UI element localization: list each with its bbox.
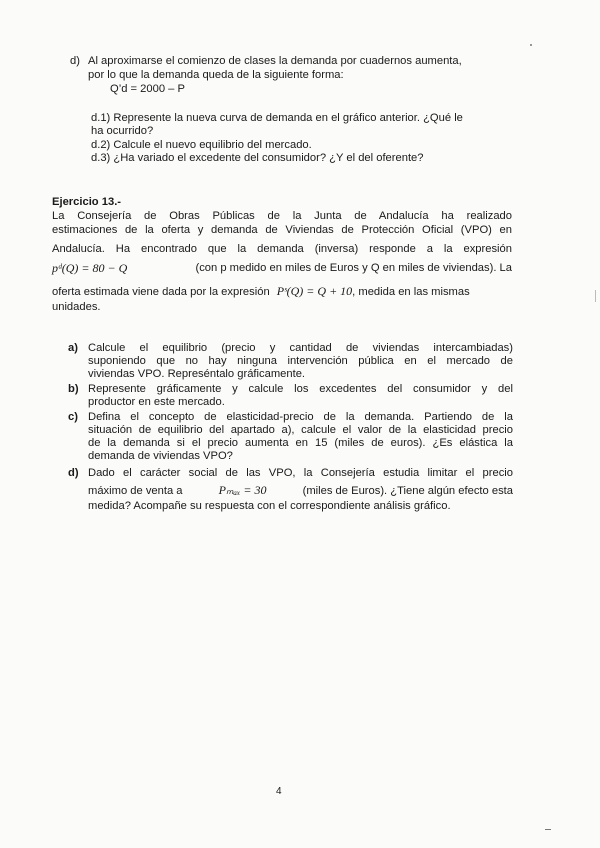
- question-d3: d.3) ¿Ha variado el excedente del consumidor? ¿Y el del oferente?: [91, 152, 424, 164]
- question-c-line-1: Defina el concepto de elasticidad-precio de la demanda. Partiendo de la: [88, 411, 513, 423]
- question-a-line-1: Calcule el equilibrio (precio y cantidad de viviendas intercambiadas): [88, 342, 513, 354]
- scan-speck: [530, 44, 532, 46]
- question-b-line-2: productor en este mercado.: [88, 396, 225, 408]
- question-d1-line-1: d.1) Represente la nueva curva de demanda en el gráfico anterior. ¿Qué le: [91, 112, 463, 124]
- question-d2: d.2) Calcule el nuevo equilibrio del mercado.: [91, 139, 312, 151]
- exercise-title: Ejercicio 13.-: [52, 196, 122, 208]
- part-d-label: d): [70, 55, 80, 67]
- demand-expression: pᵈ(Q) = 80 − Q: [52, 261, 128, 275]
- question-d-label: d): [68, 467, 79, 479]
- intro-line-2: estimaciones de la oferta y demanda de Viviendas de Protección Oficial (VPO) en: [52, 224, 512, 236]
- scan-speck: [545, 829, 551, 830]
- question-b-line-1: Represente gráficamente y calcule los excedentes del consumidor y del: [88, 383, 513, 395]
- question-a-line-2: suponiendo que no hay ninguna intervención pública en el mercado de: [88, 355, 513, 367]
- page-number: 4: [276, 786, 282, 797]
- supply-expression: Pˢ(Q) = Q + 10: [276, 284, 353, 298]
- pmax-expression: Pₘₐₓ = 30: [218, 483, 267, 497]
- question-d-line-3: medida? Acompañe su respuesta con el correspondiente análisis gráfico.: [88, 500, 451, 512]
- part-d-line-2: por lo que la demanda queda de la siguiente forma:: [88, 69, 344, 81]
- question-d-line-2: [88, 484, 513, 498]
- question-a-line-3: viviendas VPO. Represéntalo gráficamente.: [88, 368, 306, 380]
- intro-line-3: Andalucía. Ha encontrado que la demanda (inversa) responde a la expresión: [52, 243, 512, 255]
- demand-equation: Q’d = 2000 – P: [110, 83, 185, 95]
- question-b-label: b): [68, 383, 79, 395]
- question-a-label: a): [68, 342, 78, 354]
- intro-line-5-post: , medida en las mismas: [352, 286, 470, 298]
- intro-line-4-text: (con p medido en miles de Euros y Q en miles de viviendas). La: [195, 262, 512, 274]
- intro-line-5-pre: oferta estimada viene dada por la expresión: [52, 286, 270, 298]
- intro-line-6: unidades.: [52, 301, 101, 313]
- intro-line-5: [52, 285, 470, 299]
- scan-speck: [595, 290, 596, 302]
- part-d-line-1: Al aproximarse el comienzo de clases la demanda por cuadernos aumenta,: [88, 55, 462, 67]
- question-c-label: c): [68, 411, 78, 423]
- intro-line-4: [52, 262, 512, 275]
- intro-line-1: La Consejería de Obras Públicas de la Junta de Andalucía ha realizado: [52, 210, 512, 222]
- question-d-line-2-pre: máximo de venta a: [88, 485, 183, 497]
- question-d-line-2-post: (miles de Euros). ¿Tiene algún efecto esta: [302, 485, 513, 497]
- question-c-line-2: situación de equilibrio del apartado a), calcule el valor de la elasticidad precio: [88, 424, 513, 436]
- question-d-line-1: Dado el carácter social de las VPO, la Consejería estudia limitar el precio: [88, 467, 513, 479]
- question-d1-line-2: ha ocurrido?: [91, 125, 154, 137]
- question-c-line-4: demanda de viviendas VPO?: [88, 450, 233, 462]
- question-c-line-3: de la demanda si el precio aumenta en 15 (miles de euros). ¿Es elástica la: [88, 437, 513, 449]
